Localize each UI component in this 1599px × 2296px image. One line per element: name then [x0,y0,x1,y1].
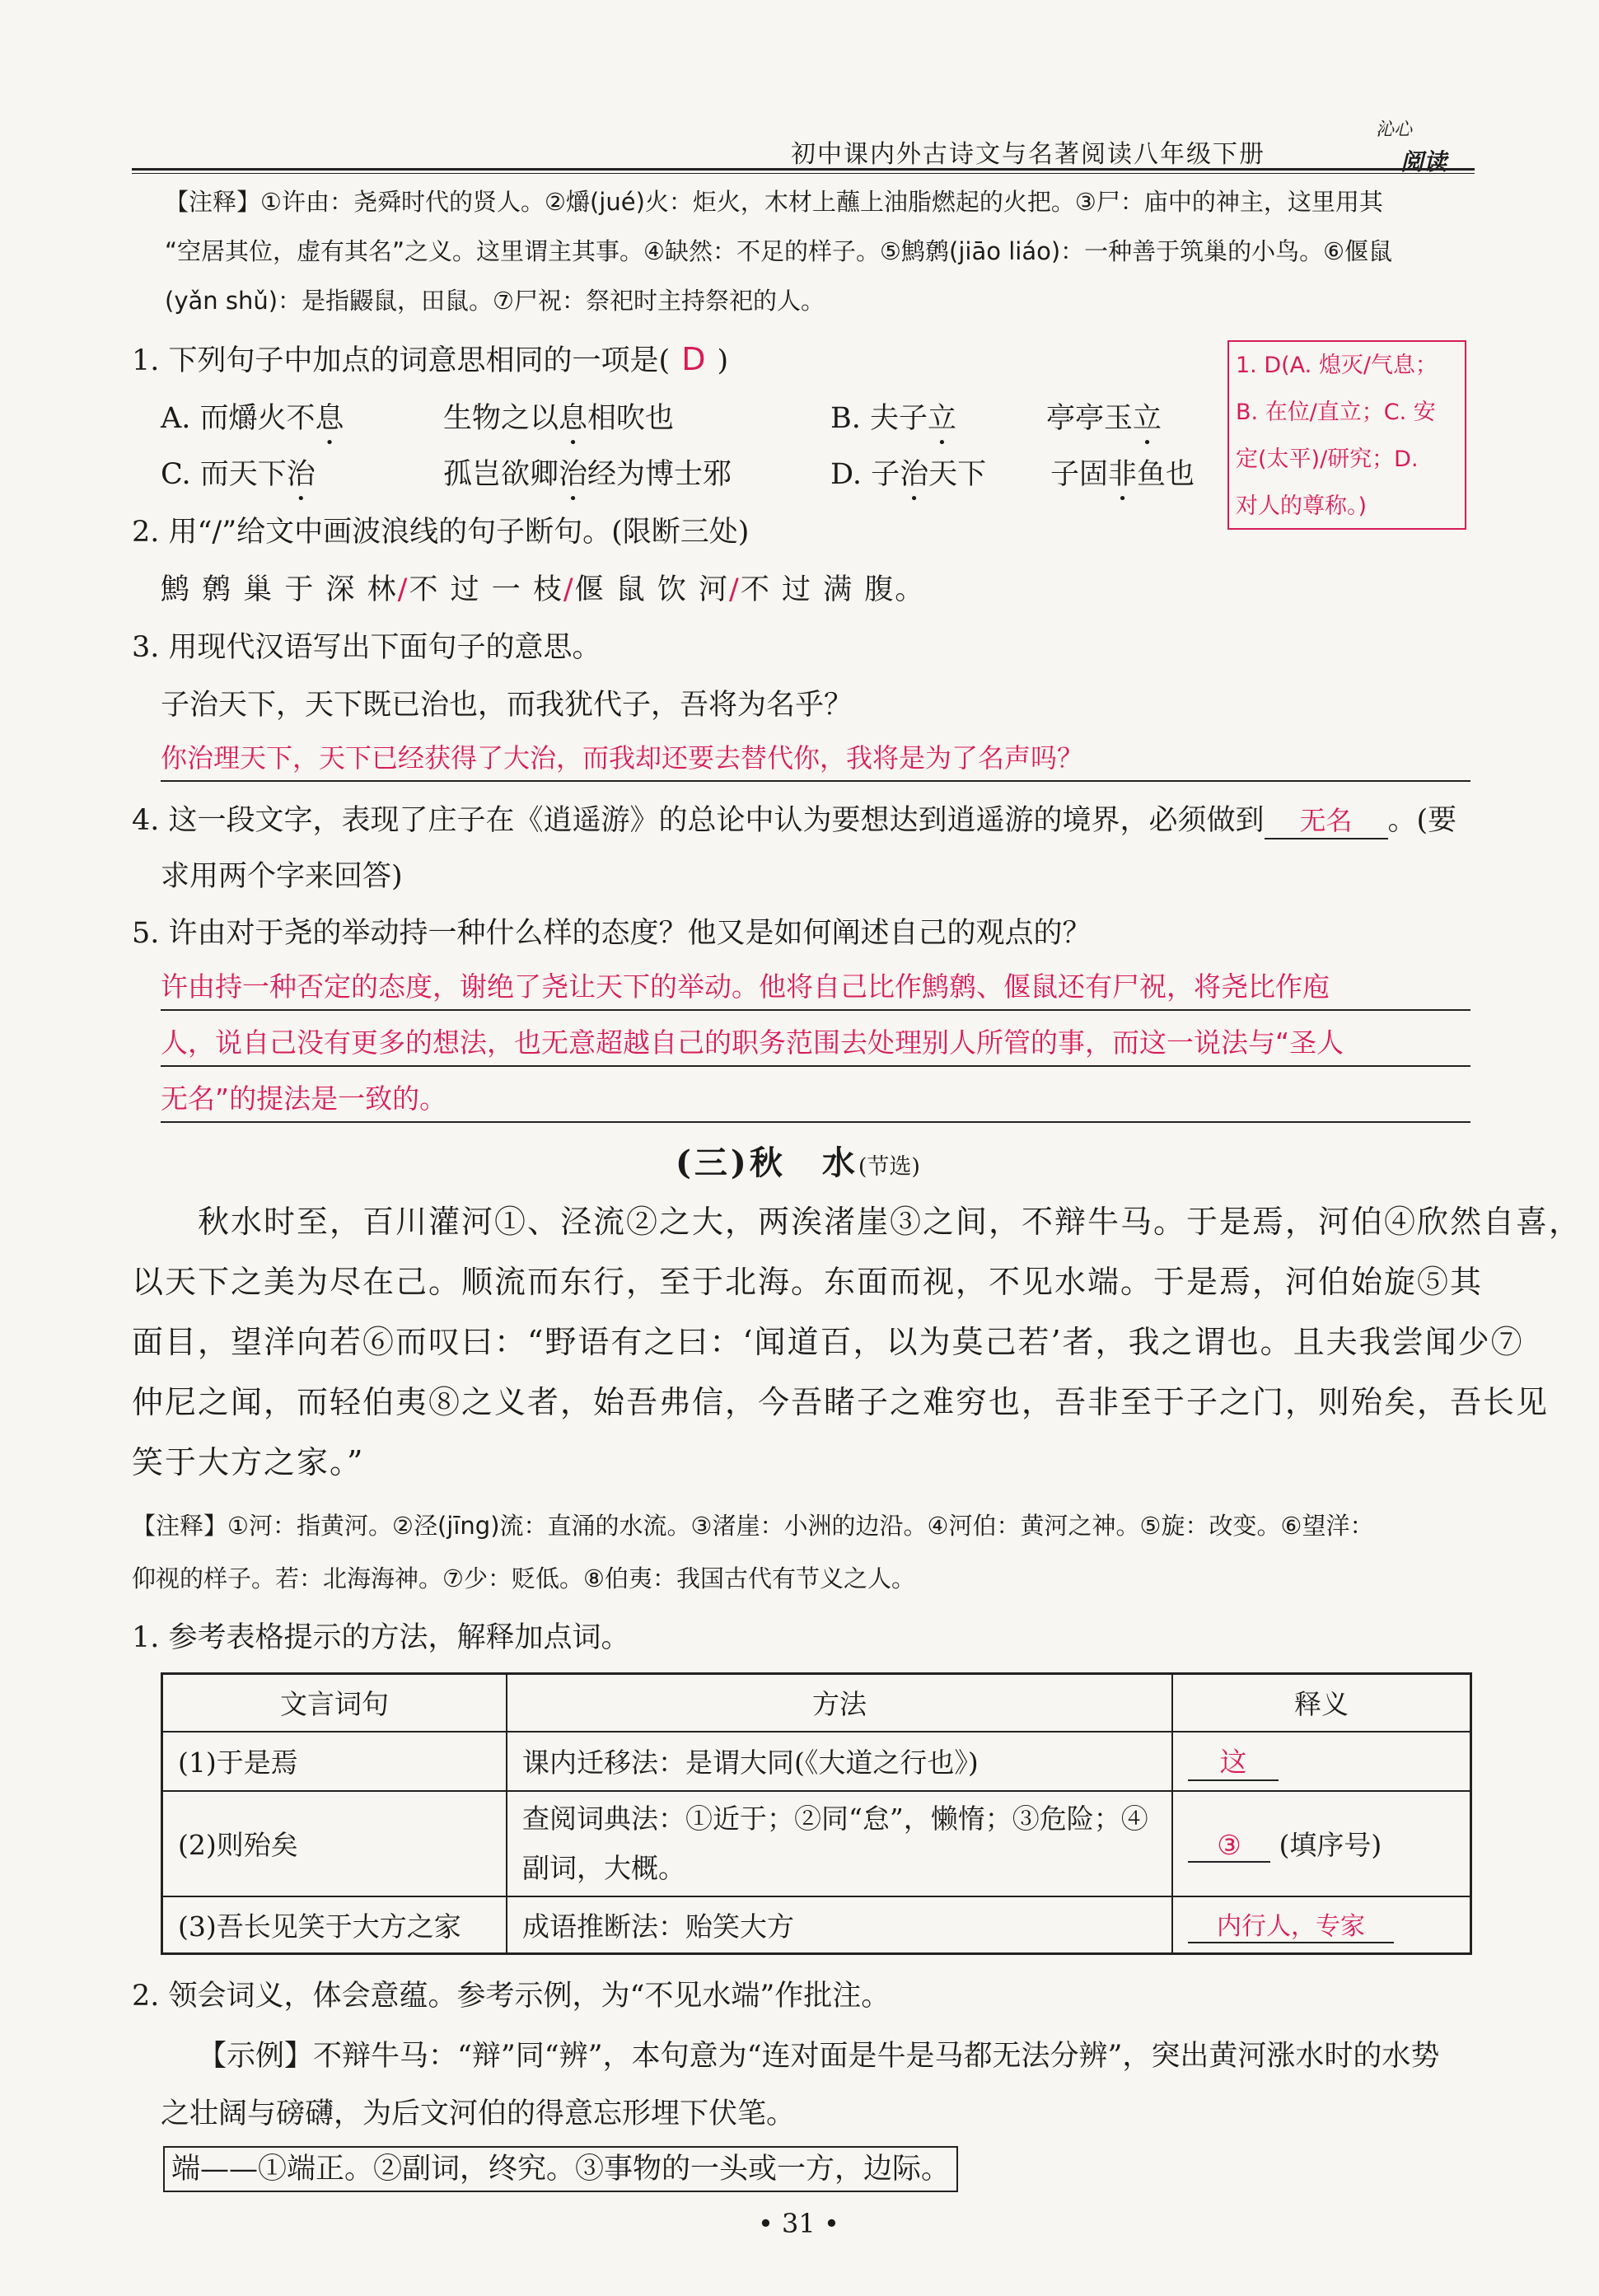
option-d: D. 子 [830,458,900,491]
table-cell: (1)于是焉 [162,1732,507,1791]
hint-text: (填序号) [1279,1829,1382,1861]
q1-option-b [830,395,956,437]
dotted-char: 立 [927,402,956,435]
slash-mark: / [397,573,409,606]
section-title-text: (三)秋 水 [676,1143,858,1182]
q1-option-c [161,451,316,493]
sidebox-line: 对人的尊称。) [1236,493,1368,519]
option-a-pair: 生物之以 [443,402,559,435]
note-line: 仰视的样子。若：北海海神。⑦少：贬低。⑧伯夷：我国古代有节义之人。 [132,1564,915,1592]
q3-quote: 子治天下，天下既已治也，而我犹代子，吾将为名乎？ [161,689,853,722]
slash-mark: / [563,573,575,606]
option-text: 经为博士邪 [587,458,732,491]
answer-blank: ③ [1188,1829,1270,1863]
dotted-char: 治 [286,458,316,491]
dotted-char: 息 [315,402,344,435]
option-text: 天下 [928,458,987,491]
dotted-char: 治 [900,458,929,491]
brand-logo-top: 沁心 [1376,119,1413,140]
note-line: 【注释】①许由：尧舜时代的贤人。②爝(jué)火：炬火，木材上蘸上油脂燃起的火把。③尸：庙中的神主，这里用其 [165,188,1383,216]
answer-choice: D [681,341,706,377]
option-text: 亭亭玉 [1046,402,1134,435]
sentence-part: 不 过 满 腹。 [740,573,926,606]
question-5: 5. 许由对于尧的举动持一种什么样的态度？他又是如何阐述自己的观点的？ [132,917,1092,950]
dotted-char: 息 [559,402,588,435]
example-line-1: 【示例】不辩牛马：“辩”同“辨”，本句意为“连对面是牛是马都无法分辨”，突出黄河涨水时的水势 [198,2040,1440,2073]
table-cell [507,1791,1172,1896]
notes-block-1 [165,177,1483,325]
table-cell: (3)吾长见笑于大方之家 [162,1896,507,1954]
note-line: (yǎn shǔ)：是指鼹鼠，田鼠。⑦尸祝：祭祀时主持祭祀的人。 [165,287,825,315]
q3-answer: 你治理天下，天下已经获得了大治，而我却还要去替代你，我将是为了名声吗？ [161,737,1470,782]
passage-line-4: 仲尼之闻，而轻伯夷⑧之义者，始吾弗信，今吾睹子之难穷也，吾非至于子之门，则殆矣，吾长见 [132,1384,1550,1420]
table-question-1: 1. 参考表格提示的方法，解释加点词。 [132,1621,630,1654]
table-cell [1172,1791,1471,1896]
question-2: 2. 用“/”给文中画波浪线的句子断句。(限断三处) [132,516,750,549]
table-cell [1172,1732,1471,1791]
q4-answer-blank: 无名 [1265,800,1388,839]
table-row [162,1732,1471,1791]
notes-block-2 [132,1499,1483,1605]
q5-answer-line-1: 许由持一种否定的态度，谢绝了尧让天下的举动。他将自己比作鹪鹩、偃鼠还有尸祝，将尧比作庖 [161,966,1470,1011]
question-4-line-2: 求用两个字来回答) [161,860,403,893]
table-row [162,1791,1471,1896]
question-3: 3. 用现代汉语写出下面句子的意思。 [132,631,601,664]
q1-options-row-1b [443,395,674,437]
brand-logo-bottom: 阅读 [1400,148,1447,175]
table-cell: 成语推断法：贻笑大方 [507,1896,1172,1954]
word-explanation-table [161,1672,1472,1955]
sentence-part: 不 过 一 枝 [409,573,563,606]
table-header: 方法 [507,1674,1172,1732]
q1-option-d-pair [1050,451,1195,493]
q5-answer-line-3: 无名”的提法是一致的。 [161,1078,1470,1123]
section-subtitle: (节选) [858,1154,920,1180]
sentence-part: 鹪 鹩 巢 于 深 林 [161,573,398,606]
slash-mark: / [729,573,741,606]
q1-options-row-1 [161,395,344,437]
question-1 [132,338,728,379]
passage-line-3: 面目，望洋向若⑥而叹曰：“野语有之曰：‘闻道百，以为莫己若’者，我之谓也。且夫我尝闻少⑦ [132,1324,1524,1360]
q5-answer-line-2: 人，说自己没有更多的想法，也无意超越自己的职务范围去处理别人所管的事，而这一说法与“圣人 [161,1022,1470,1067]
question-4 [132,797,1456,839]
question-tail: 。(要 [1387,804,1457,837]
option-b: B. 夫子 [830,402,928,435]
sidebox-line: 定(太平)/研究；D. [1236,447,1419,472]
dotted-char: 非 [1108,458,1138,491]
sidebox-line: B. 在位/直立；C. 安 [1236,400,1436,425]
method-line: 查阅词典法：①近于；②同“怠”，懒惰；③危险；④ [522,1802,1148,1835]
example-line-2: 之壮阔与磅礴，为后文河伯的得意忘形埋下伏笔。 [161,2097,796,2130]
question-stem: 1. 下列句子中加点的词意思相同的一项是( [132,344,671,377]
dotted-char: 治 [559,458,588,491]
note-line: 【注释】①河：指黄河。②泾(jīng)流：直涌的水流。③渚崖：小洲的边沿。④河伯：黄河之神。⑤旋：改变。⑥望洋： [132,1512,1374,1540]
option-text: 相吹也 [587,402,675,435]
table-question-2: 2. 领会词义，体会意蕴。参考示例，为“不见水端”作批注。 [132,1980,891,2013]
passage-line-2: 以天下之美为尽在己。顺流而东行，至于北海。东面而视，不见水端。于是焉，河伯始旋⑤其 [132,1264,1484,1300]
question-stem: 4. 这一段文字，表现了庄子在《逍遥游》的总论中认为要想达到逍遥游的境界，必须做到 [132,804,1265,837]
section-title [676,1137,920,1184]
sidebox-line: 1. D(A. 熄灭/气息； [1236,353,1438,378]
option-text: 孤岂欲卿 [443,458,559,491]
answer-sidebox [1227,340,1466,530]
passage-line-5: 笑于大方之家。” [132,1444,365,1480]
passage-line-1: 秋水时至，百川灌河①、泾流②之大，两涘渚崖③之间，不辩牛马。于是焉，河伯④欣然自喜， [198,1204,1583,1240]
boxed-definition: 端——①端正。②副词，终究。③事物的一头或一方，边际。 [163,2146,958,2192]
sentence-part: 偃 鼠 饮 河 [574,573,730,606]
page-number: • 31 • [758,2208,839,2239]
table-cell: (2)则殆矣 [162,1791,507,1896]
table-cell [1172,1896,1471,1954]
paren: ) [717,344,729,377]
q1-option-b-pair [1046,395,1162,437]
q1-option-c-pair [443,451,732,493]
table-header: 文言词句 [162,1674,507,1732]
header-title: 初中课内外古诗文与名著阅读八年级下册 [791,140,1265,169]
q2-answer-sentence [161,567,925,608]
note-line: “空居其位，虚有其名”之义。这里谓主其事。④缺然：不足的样子。⑤鹪鹩(jiāo liáo)：一种善于筑巢的小鸟。⑥偃鼠 [165,237,1393,265]
option-c: C. 而天下 [161,458,287,491]
answer-blank: 内行人，专家 [1188,1906,1394,1943]
answer-blank: 这 [1188,1741,1279,1781]
table-row [162,1896,1471,1954]
option-a: A. 而爝火不 [161,402,316,435]
table-cell: 课内迁移法：是谓大同(《大道之行也》) [507,1732,1172,1791]
method-line: 副词，大概。 [522,1851,685,1884]
header-rule [132,168,1475,171]
option-text: 子固 [1050,458,1109,491]
q1-option-d [830,451,986,493]
table-header: 释义 [1172,1674,1471,1732]
header-rule-thin [132,173,1475,174]
option-text: 鱼也 [1137,458,1195,491]
dotted-char: 立 [1133,402,1162,435]
